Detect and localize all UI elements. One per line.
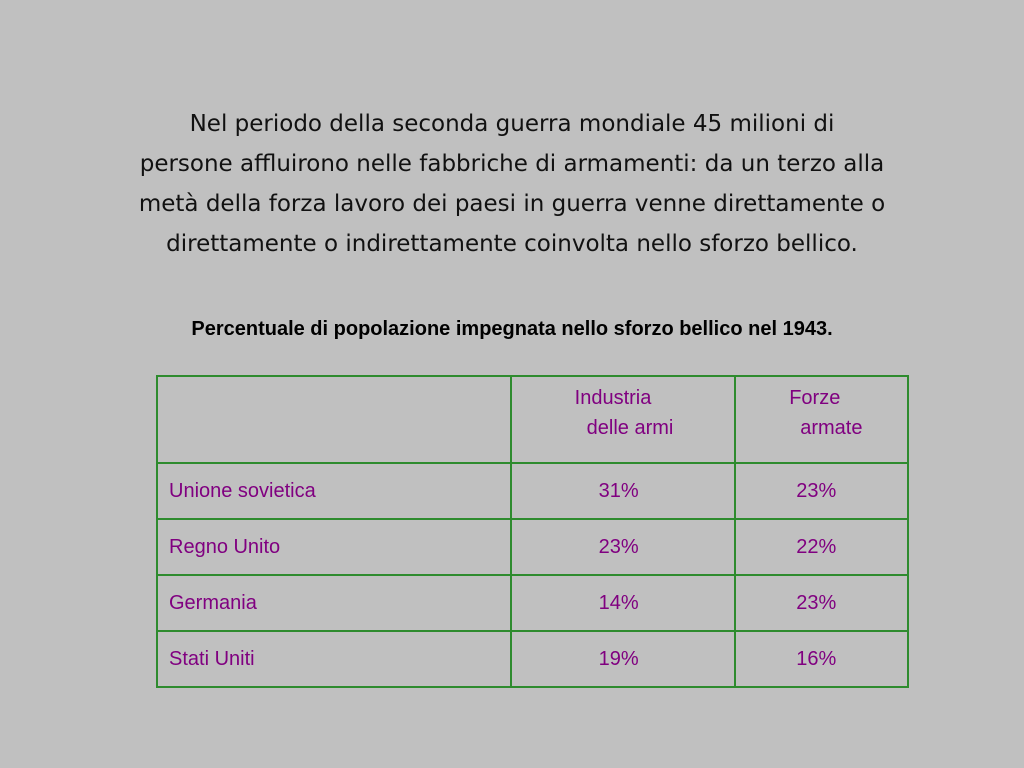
forze-value: 16% <box>796 647 837 670</box>
table-row <box>157 575 908 631</box>
header-industria-line2: delle armi <box>586 417 674 439</box>
header-forze-line1: Forze <box>789 387 841 409</box>
forze-cell <box>735 463 908 519</box>
intro-paragraph <box>92 104 932 264</box>
country-name: Germania <box>169 591 257 614</box>
industria-value: 31% <box>598 479 639 502</box>
table-row <box>157 631 908 687</box>
intro-line: direttamente o indirettamente coinvolta nello sforzo bellico. <box>166 231 858 257</box>
country-name: Regno Unito <box>169 535 281 558</box>
intro-line: metà della forza lavoro dei paesi in guerra venne direttamente o <box>138 191 886 217</box>
forze-value: 22% <box>796 535 837 558</box>
intro-line: persone affluirono nelle fabbriche di armamenti: da un terzo alla <box>139 151 885 177</box>
forze-value: 23% <box>796 591 837 614</box>
country-name: Unione sovietica <box>169 479 316 502</box>
header-industria-cell <box>511 376 736 463</box>
header-country-cell <box>157 376 511 463</box>
industria-value: 23% <box>598 535 639 558</box>
intro-line: Nel periodo della seconda guerra mondiale 45 milioni di <box>189 111 835 137</box>
forze-value: 23% <box>796 479 837 502</box>
country-cell <box>157 575 511 631</box>
header-forze-cell <box>735 376 908 463</box>
industria-cell <box>511 519 736 575</box>
forze-cell <box>735 575 908 631</box>
country-cell <box>157 519 511 575</box>
table-title: Percentuale di popolazione impegnata nello sforzo bellico nel 1943. <box>191 318 833 340</box>
industria-value: 14% <box>598 591 639 614</box>
forze-cell <box>735 519 908 575</box>
table-row <box>157 519 908 575</box>
country-name: Stati Uniti <box>169 647 255 670</box>
industria-cell <box>511 575 736 631</box>
forze-cell <box>735 631 908 687</box>
table-header-row <box>157 376 908 463</box>
header-forze-line2: armate <box>800 417 863 439</box>
header-industria-line1: Industria <box>574 387 652 409</box>
war-effort-table <box>156 375 909 688</box>
country-cell <box>157 631 511 687</box>
country-cell <box>157 463 511 519</box>
industria-cell <box>511 463 736 519</box>
industria-value: 19% <box>598 647 639 670</box>
table-row <box>157 463 908 519</box>
industria-cell <box>511 631 736 687</box>
